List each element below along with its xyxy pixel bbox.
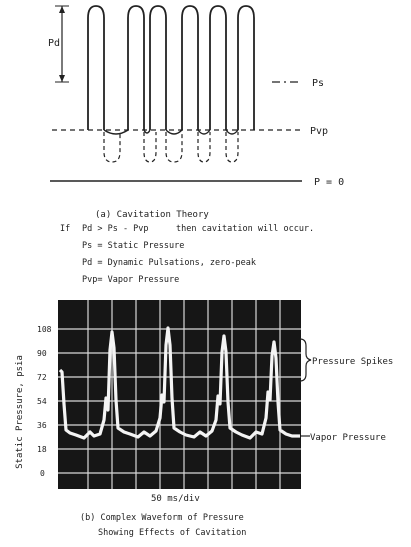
caption-a: (a) Cavitation Theory [95,210,209,220]
condition-text: then cavitation will occur. [176,224,315,234]
condition-expr: Pd > Ps - Pvp [82,224,149,234]
p0-label: P = 0 [314,177,345,188]
legend-item: Pd = Dynamic Pulsations, zero-peak [82,258,256,268]
spikes-annotation: Pressure Spikes [312,357,394,367]
scope-screen [58,300,301,489]
caption-b-line1: (b) Complex Waveform of Pressure [80,513,244,523]
vapor-annotation: Vapor Pressure [310,433,386,443]
y-tick-label: 0 [40,469,45,478]
pressure-waveform-dashed [104,132,238,162]
y-tick-label: 54 [37,397,47,406]
y-tick-label: 72 [37,373,47,382]
y-tick-label: 90 [37,349,47,358]
pd-arrow-top [59,6,65,13]
y-axis-label: Static Pressure, psia [15,355,25,469]
oscilloscope-chart [15,300,393,538]
waveform-troughs [104,130,238,134]
legend-item: Pvp= Vapor Pressure [82,275,180,285]
spikes-bracket [300,339,311,381]
legend [60,224,314,285]
cavitation-theory-diagram [48,6,344,220]
condition-if: If [60,224,71,234]
caption-b-line2: Showing Effects of Cavitation [98,528,247,538]
pd-label: Pd [48,38,61,49]
pressure-waveform-solid [88,6,254,130]
ps-label: Ps [312,78,325,89]
pvp-label: Pvp [310,126,329,137]
y-tick-label: 18 [37,445,47,454]
legend-item: Ps = Static Pressure [82,241,185,251]
y-tick-label: 108 [37,325,52,334]
pd-arrow-bottom [59,75,65,82]
y-tick-label: 36 [37,421,47,430]
x-axis-label: 50 ms/div [151,494,200,504]
